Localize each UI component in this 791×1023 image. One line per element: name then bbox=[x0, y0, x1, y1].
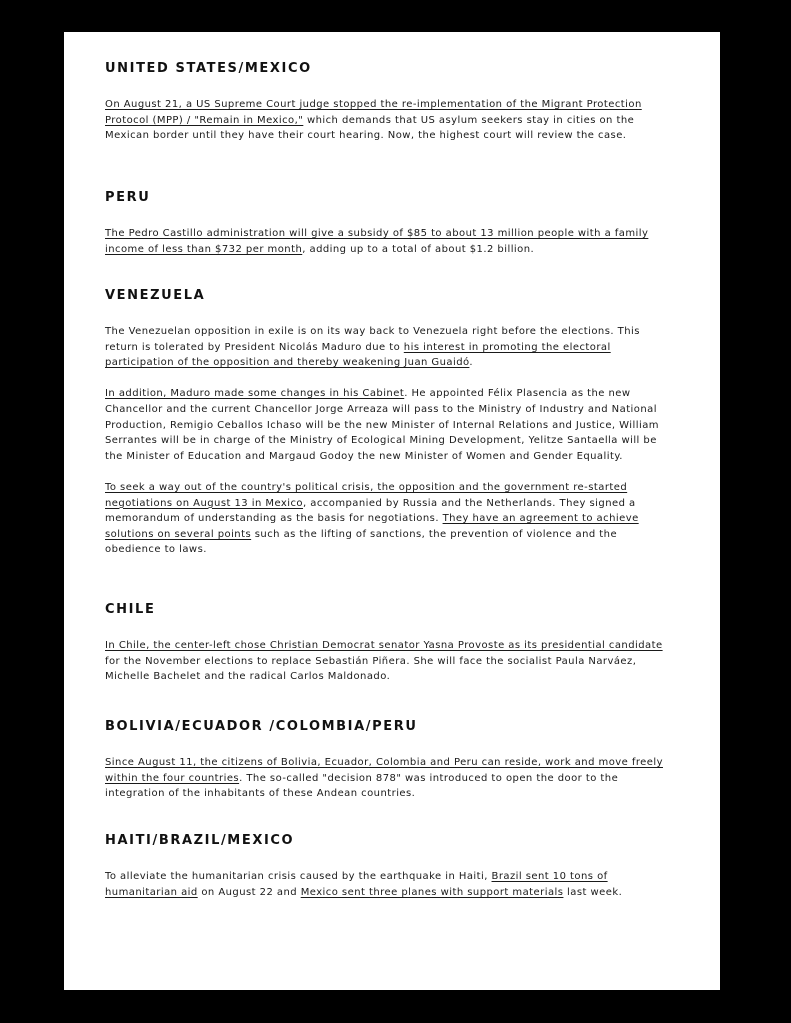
paragraph-text: , accompanied by Russia and the Netherlands. They signed a memorandum of understanding as the basis for negotiations. bbox=[105, 497, 636, 525]
section-bolivia-ecuador-colombia-peru bbox=[105, 719, 670, 802]
paragraph-text: last week. bbox=[563, 886, 623, 898]
section-paragraph bbox=[105, 324, 670, 371]
section-heading: CHILE bbox=[105, 602, 156, 617]
section-united-states-mexico bbox=[105, 61, 670, 144]
paragraph-text: . bbox=[469, 357, 474, 369]
section-paragraph bbox=[105, 226, 670, 257]
article-link[interactable]: Mexico sent three planes with support materials bbox=[300, 886, 564, 898]
document-page bbox=[64, 32, 720, 990]
paragraph-text: such as the lifting of sanctions, the prevention of violence and the obedience to laws. bbox=[105, 528, 618, 556]
section-heading: PERU bbox=[105, 190, 151, 205]
paragraph-spacer bbox=[105, 371, 670, 387]
article-link[interactable]: To seek a way out of the country's political crisis, the opposition and the government re-started negotiations on August 13 in Mexico bbox=[105, 481, 628, 509]
paragraph-text: The Venezuelan opposition in exile is on its way back to Venezuela right before the elections. This return is tolerated by President Nicolás Maduro due to bbox=[105, 326, 640, 353]
article-link[interactable]: In Chile, the center-left chose Christian Democrat senator Yasna Provoste as its presidential candidate bbox=[105, 640, 663, 651]
section-paragraph bbox=[105, 480, 670, 558]
article-link[interactable]: On August 21, a US Supreme Court judge stopped the re-implementation of the Migrant Protection Protocol (MPP) / "Remain in Mexico," bbox=[105, 99, 642, 126]
section-chile bbox=[105, 602, 670, 685]
article-link[interactable]: Brazil sent 10 tons of humanitarian aid bbox=[105, 871, 608, 898]
paragraph-text: . He appointed Félix Plasencia as the new Chancellor and the current Chancellor Jorge Arreaza will pass to the Ministry of Industry and National Production, Remigio Ceballos Ichaso will be the new Minister of Internal Relations and Justice, William Serrantes will be in charge of the Ministry of Ecological Mining Development, Yelitze Santaella will be the Minister of Education and Margaud Godoy the new Minister of Women and Gender Equality. bbox=[105, 388, 659, 462]
paragraph-spacer bbox=[105, 464, 670, 480]
article-link[interactable]: The Pedro Castillo administration will give a subsidy of $85 to about 13 million people with a family income of less than $732 per month bbox=[105, 228, 649, 255]
section-heading: UNITED STATES/MEXICO bbox=[105, 61, 312, 76]
section-heading: VENEZUELA bbox=[105, 288, 206, 303]
section-heading: HAITI/BRAZIL/MEXICO bbox=[105, 833, 295, 848]
section-paragraph bbox=[105, 638, 670, 685]
section-peru bbox=[105, 190, 670, 257]
paragraph-text: , adding up to a total of about $1.2 billion. bbox=[302, 243, 535, 255]
article-link[interactable]: They have an agreement to achieve solutions on several points bbox=[105, 513, 639, 540]
section-paragraph bbox=[105, 755, 670, 802]
article-link[interactable]: In addition, Maduro made some changes in his Cabinet bbox=[105, 388, 405, 400]
section-venezuela bbox=[105, 288, 670, 558]
section-haiti-brazil-mexico bbox=[105, 833, 670, 900]
paragraph-text: . The so-called "decision 878" was introduced to open the door to the integration of the inhabitants of these Andean countries. bbox=[105, 772, 619, 800]
section-paragraph bbox=[105, 386, 670, 464]
paragraph-text: To alleviate the humanitarian crisis caused by the earthquake in Haiti, bbox=[105, 871, 492, 882]
section-heading: BOLIVIA/ECUADOR /COLOMBIA/PERU bbox=[105, 719, 418, 734]
paragraph-text: for the November elections to replace Sebastián Piñera. She will face the socialist Paula Narváez, Michelle Bachelet and the radical Carlos Maldonado. bbox=[105, 655, 637, 683]
paragraph-text: which demands that US asylum seekers stay in cities on the Mexican border until they have their court hearing. Now, the highest court will review the case. bbox=[105, 114, 635, 142]
section-paragraph bbox=[105, 869, 670, 900]
section-paragraph bbox=[105, 97, 670, 144]
article-link[interactable]: Since August 11, the citizens of Bolivia, Ecuador, Colombia and Peru can reside, work and move freely within the four countries bbox=[105, 757, 663, 784]
article-link[interactable]: his interest in promoting the electoral participation of the opposition and thereby weakening Juan Guaidó bbox=[105, 341, 611, 369]
paragraph-text: on August 22 and bbox=[197, 886, 301, 898]
